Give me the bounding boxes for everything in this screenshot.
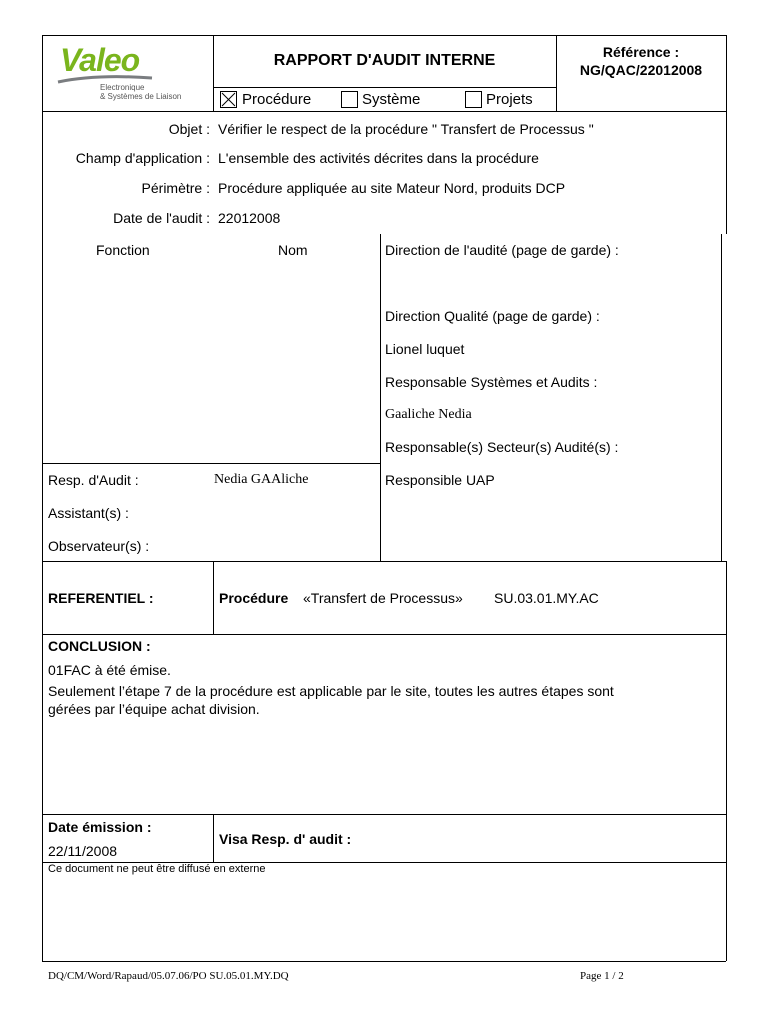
perimetre-label: Périmètre : <box>141 180 210 196</box>
fonction-header: Fonction <box>96 242 150 258</box>
direction-qualite-name: Lionel luquet <box>385 341 465 357</box>
checkbox-cross-icon <box>221 92 236 107</box>
resp-secteur-label: Responsable(s) Secteur(s) Audité(s) : <box>385 439 619 455</box>
referentiel-code: SU.03.01.MY.AC <box>494 590 599 606</box>
observateur-label: Observateur(s) : <box>48 538 150 554</box>
referentiel-procedure-label: Procédure <box>219 590 289 606</box>
checkbox-projets-label: Projets <box>486 91 533 108</box>
date-audit-label: Date de l'audit : <box>113 210 210 226</box>
visa-label: Visa Resp. d' audit : <box>219 831 352 847</box>
assistant-label: Assistant(s) : <box>48 505 129 521</box>
direction-qualite-label: Direction Qualité (page de garde) : <box>385 308 600 324</box>
resp-secteur-name: Responsible UAP <box>385 472 495 488</box>
objet-label: Objet : <box>168 121 210 137</box>
checkbox-systeme[interactable] <box>341 91 358 108</box>
resp-systemes-name: Gaaliche Nedia <box>385 407 472 422</box>
resp-audit-label: Resp. d'Audit : <box>48 472 139 488</box>
referentiel-procedure-value: «Transfert de Processus» <box>303 590 463 606</box>
reference-label: Référence : <box>602 44 680 60</box>
footer-reference: DQ/CM/Word/Rapaud/05.07.06/PO SU.05.01.MY.DQ <box>48 970 289 982</box>
champ-value: L'ensemble des activités décrites dans la procédure <box>218 150 539 166</box>
logo-subtitle-2: & Systèmes de Liaison <box>100 92 182 101</box>
resp-audit-value: Nedia GAAliche <box>214 472 309 487</box>
perimetre-value: Procédure appliquée au site Mateur Nord, produits DCP <box>218 180 566 196</box>
reference-value: NG/QAC/22012008 <box>579 62 703 78</box>
checkbox-procedure[interactable] <box>220 91 237 108</box>
report-title: RAPPORT D'AUDIT INTERNE <box>273 52 496 69</box>
date-emission-label: Date émission : <box>48 819 152 835</box>
date-emission-value: 22/11/2008 <box>48 843 118 859</box>
footer-page-number: Page 1 / 2 <box>580 970 624 982</box>
conclusion-line-3: gérées par l’équipe achat division. <box>48 701 260 717</box>
conclusion-line-1: 01FAC à été émise. <box>48 662 171 678</box>
valeo-logo <box>56 42 206 102</box>
checkbox-procedure-label: Procédure <box>242 91 312 108</box>
champ-label: Champ d'application : <box>75 150 210 166</box>
referentiel-label: REFERENTIEL : <box>48 590 154 606</box>
resp-systemes-label: Responsable Systèmes et Audits : <box>385 374 598 390</box>
nom-header: Nom <box>278 242 308 258</box>
checkbox-projets[interactable] <box>465 91 482 108</box>
logo-wordmark: Valeo <box>60 42 140 78</box>
objet-value: Vérifier le respect de la procédure " Transfert de Processus " <box>218 121 594 137</box>
logo-subtitle-1: Electronique <box>100 83 145 92</box>
date-audit-value: 22012008 <box>218 210 281 226</box>
direction-audite-label: Direction de l'audité (page de garde) : <box>385 242 619 258</box>
conclusion-label: CONCLUSION : <box>48 638 151 654</box>
checkbox-systeme-label: Système <box>362 91 421 108</box>
conclusion-line-2: Seulement l’étape 7 de la procédure est applicable par le site, toutes les autres étapes sont <box>48 683 614 699</box>
external-notice: Ce document ne peut être diffusé en externe <box>48 863 266 875</box>
